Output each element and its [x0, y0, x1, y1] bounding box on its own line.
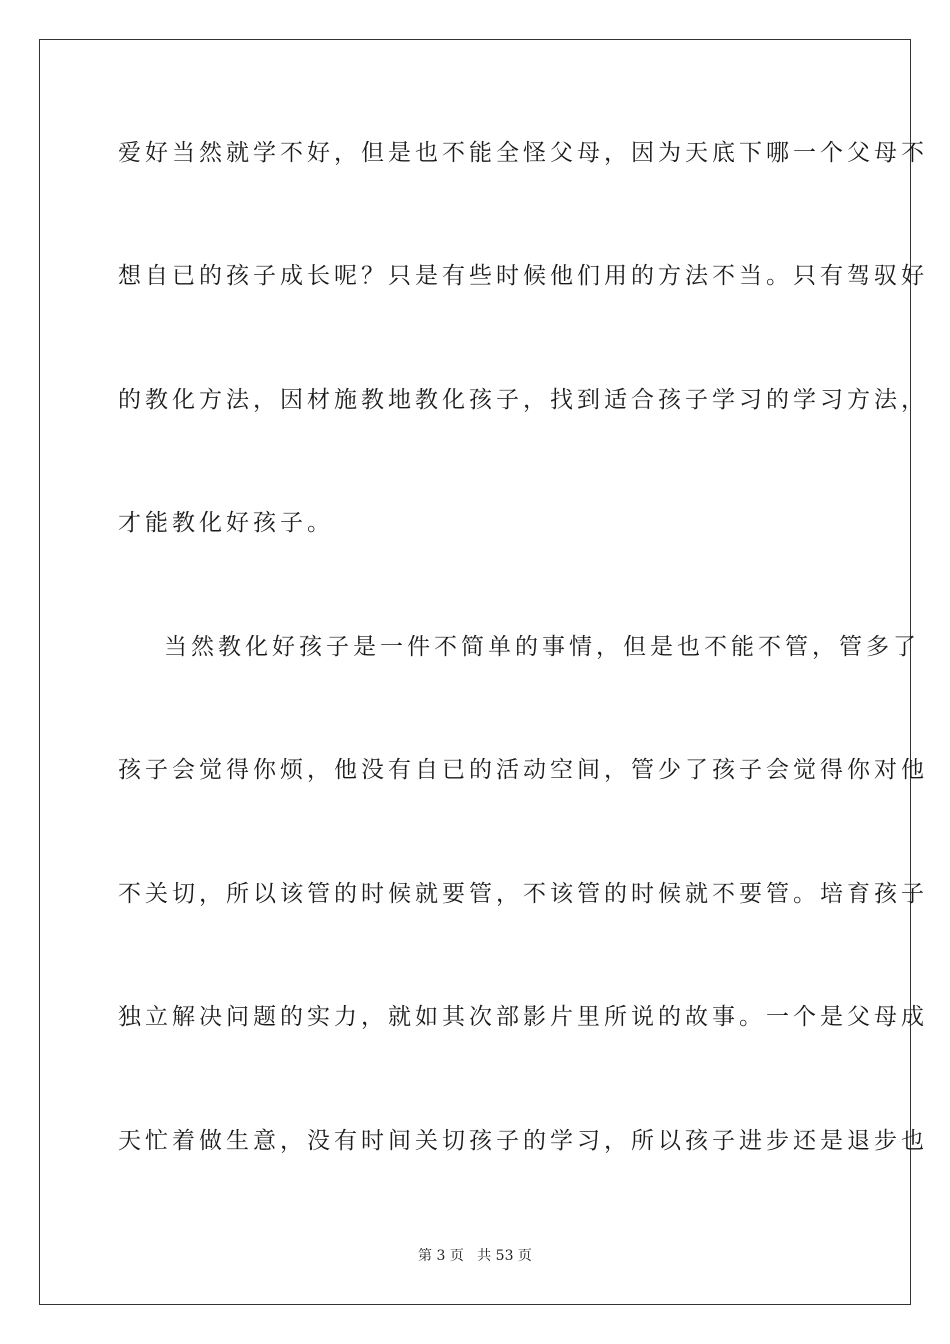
- page-border: [39, 39, 928, 1305]
- page-number: 第 3 页: [418, 1248, 464, 1264]
- paragraph-line-9: 天忙着做生意，没有时间关切孩子的学习，所以孩子进步还是退步也: [118, 1128, 928, 1154]
- paragraph-line-2: 想自已的孩子成长呢？只是有些时候他们用的方法不当。只有驾驭好: [118, 263, 928, 289]
- paragraph-line-7: 不关切，所以该管的时候就要管，不该管的时候就不要管。培育孩子: [118, 881, 928, 907]
- paragraph-line-1: 爱好当然就学不好，但是也不能全怪父母，因为天底下哪一个父母不: [118, 140, 928, 166]
- page-total: 共 53 页: [477, 1248, 532, 1264]
- paragraph-line-3: 的教化方法，因材施教地教化孩子，找到适合孩子学习的学习方法，: [118, 387, 928, 413]
- paragraph-line-8: 独立解决问题的实力，就如其次部影片里所说的故事。一个是父母成: [118, 1004, 928, 1030]
- paragraph-line-4: 才能教化好孩子。: [118, 510, 334, 536]
- page-footer: [0, 1247, 950, 1265]
- paragraph-line-5: 当然教化好孩子是一件不简单的事情，但是也不能不管，管多了: [164, 634, 920, 660]
- paragraph-line-6: 孩子会觉得你烦，他没有自已的活动空间，管少了孩子会觉得你对他: [118, 757, 928, 783]
